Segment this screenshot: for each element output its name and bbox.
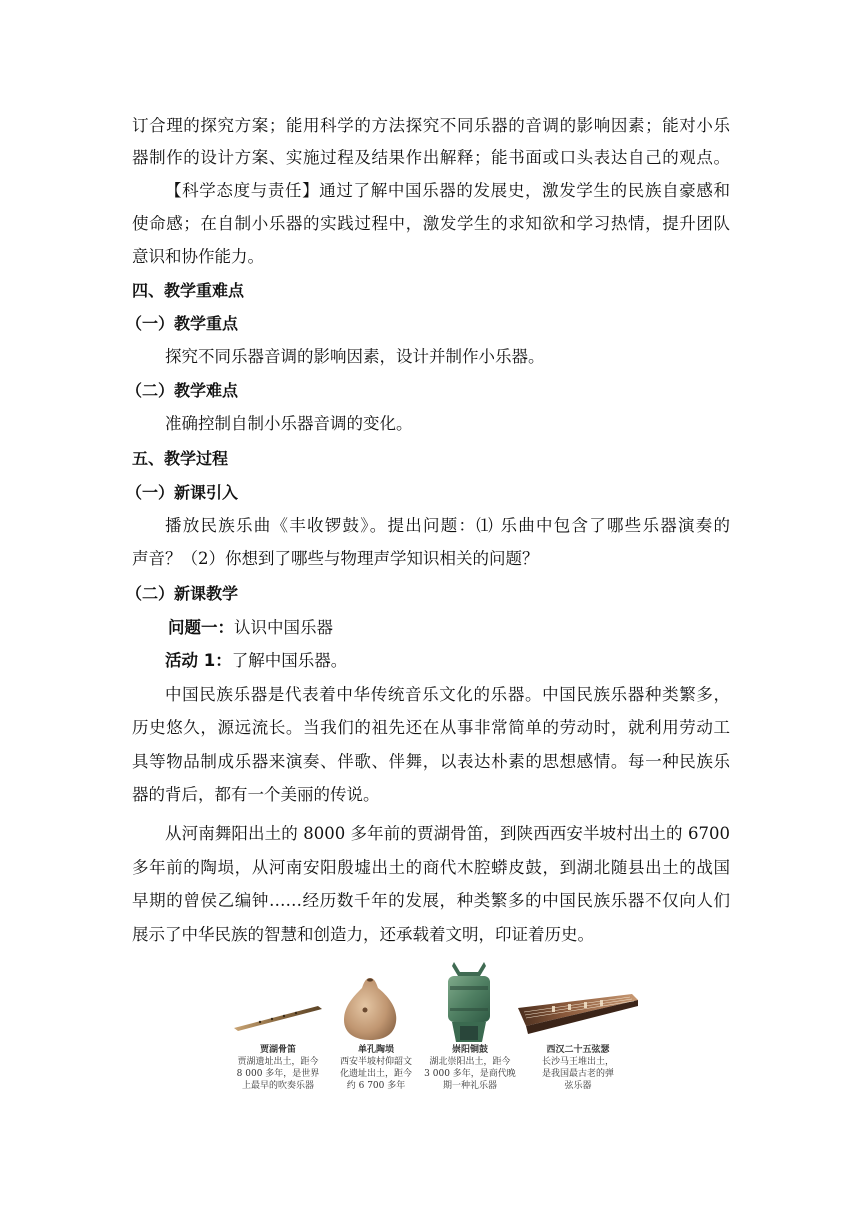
paragraph-line: 使命感；在自制小乐器的实践过程中，激发学生的求知欲和学习热情，提升团队: [132, 214, 730, 233]
bronze-drum-image: [434, 960, 504, 1044]
paragraph-line: 探究不同乐器音调的影响因素，设计并制作小乐器。: [165, 347, 545, 366]
activity-label: 活动 1：: [165, 651, 232, 670]
question-label: 问题一：: [168, 618, 234, 637]
subsection-heading: （一）新课引入: [126, 483, 239, 502]
caption-line: 8 000 多年，是世界: [236, 1069, 320, 1079]
subsection-heading: （一）教学重点: [126, 314, 239, 333]
activity-text: 了解中国乐器。: [231, 651, 348, 670]
caption-title: 单孔陶埙: [357, 1045, 394, 1055]
paragraph-line: 从河南舞阳出土的 8000 多年前的贾湖骨笛，到陕西西安半坡村出土的 6700: [165, 824, 730, 843]
pottery-xun-image: [338, 974, 402, 1042]
section-heading: 五、教学过程: [132, 449, 229, 468]
paragraph-line: 声音？（2）你想到了哪些与物理声学知识相关的问题？: [132, 549, 539, 568]
section-heading: 四、教学重难点: [132, 281, 245, 300]
question-line: [168, 616, 333, 640]
caption-line: 贾湖遗址出土，距今: [237, 1057, 319, 1067]
paragraph-line: 器制作的设计方案、实施过程及结果作出解释；能书面或口头表达自己的观点。: [132, 148, 730, 167]
paragraph-line: 具等物品制成乐器来演奏、伴歌、伴舞，以表达朴素的思想感情。每一种民族乐: [132, 752, 730, 771]
paragraph-line: 器的背后，都有一个美丽的传说。: [132, 785, 380, 804]
caption-line: 期一种礼乐器: [442, 1081, 497, 1091]
paragraph-line: 多年前的陶埙，从河南安阳殷墟出土的商代木腔蟒皮鼓，到湖北随县出土的战国: [132, 858, 730, 877]
subsection-heading: （二）教学难点: [126, 381, 239, 400]
paragraph-line: 准确控制自制小乐器音调的变化。: [165, 414, 413, 433]
caption-line: 是我国最古老的弹: [541, 1069, 614, 1079]
caption-title: 崇阳铜鼓: [451, 1045, 488, 1055]
figure-caption: [328, 1044, 424, 1092]
caption-line: 西安半坡村仰韶文: [339, 1057, 412, 1067]
paragraph-line: 早期的曾侯乙编钟……经历数千年的发展，种类繁多的中国民族乐器不仅向人们: [132, 891, 730, 910]
caption-line: 弦乐器: [564, 1081, 592, 1091]
figure-caption: [230, 1044, 326, 1092]
instruments-figure: [230, 960, 644, 1100]
caption-line: 上最早的吹奏乐器: [241, 1081, 314, 1091]
figure-caption: [530, 1044, 626, 1092]
question-text: 认识中国乐器: [234, 618, 333, 637]
paragraph-line: 订合理的探究方案；能用科学的方法探究不同乐器的音调的影响因素；能对小乐: [132, 116, 730, 135]
caption-line: 3 000 多年，是商代晚: [424, 1069, 516, 1079]
paragraph-line: 中国民族乐器是代表着中华传统音乐文化的乐器。中国民族乐器种类繁多，: [165, 685, 730, 704]
paragraph-line: 播放民族乐曲《丰收锣鼓》。提出问题：⑴ 乐曲中包含了哪些乐器演奏的: [165, 516, 730, 535]
caption-line: 约 6 700 多年: [346, 1081, 406, 1091]
paragraph-line: 展示了中华民族的智慧和创造力，还承载着文明，印证着历史。: [132, 925, 594, 944]
caption-title: 西汉二十五弦瑟: [546, 1045, 610, 1055]
se-zither-image: [514, 986, 640, 1038]
paragraph-line: 历史悠久，源远流长。当我们的祖先还在从事非常简单的劳动时，就利用劳动工: [132, 718, 730, 737]
caption-line: 化遗址出土，距今: [339, 1069, 412, 1079]
activity-line: [165, 649, 347, 673]
paragraph-line: 意识和协作能力。: [132, 247, 264, 266]
subsection-heading: （二）新课教学: [126, 584, 239, 603]
bone-flute-image: [230, 996, 326, 1036]
paragraph-line: 【科学态度与责任】通过了解中国乐器的发展史，激发学生的民族自豪感和: [165, 181, 730, 200]
figure-caption: [422, 1044, 518, 1092]
caption-line: 湖北崇阳出土，距今: [429, 1057, 511, 1067]
caption-line: 长沙马王堆出土，: [541, 1057, 614, 1067]
caption-title: 贾湖骨笛: [259, 1045, 296, 1055]
